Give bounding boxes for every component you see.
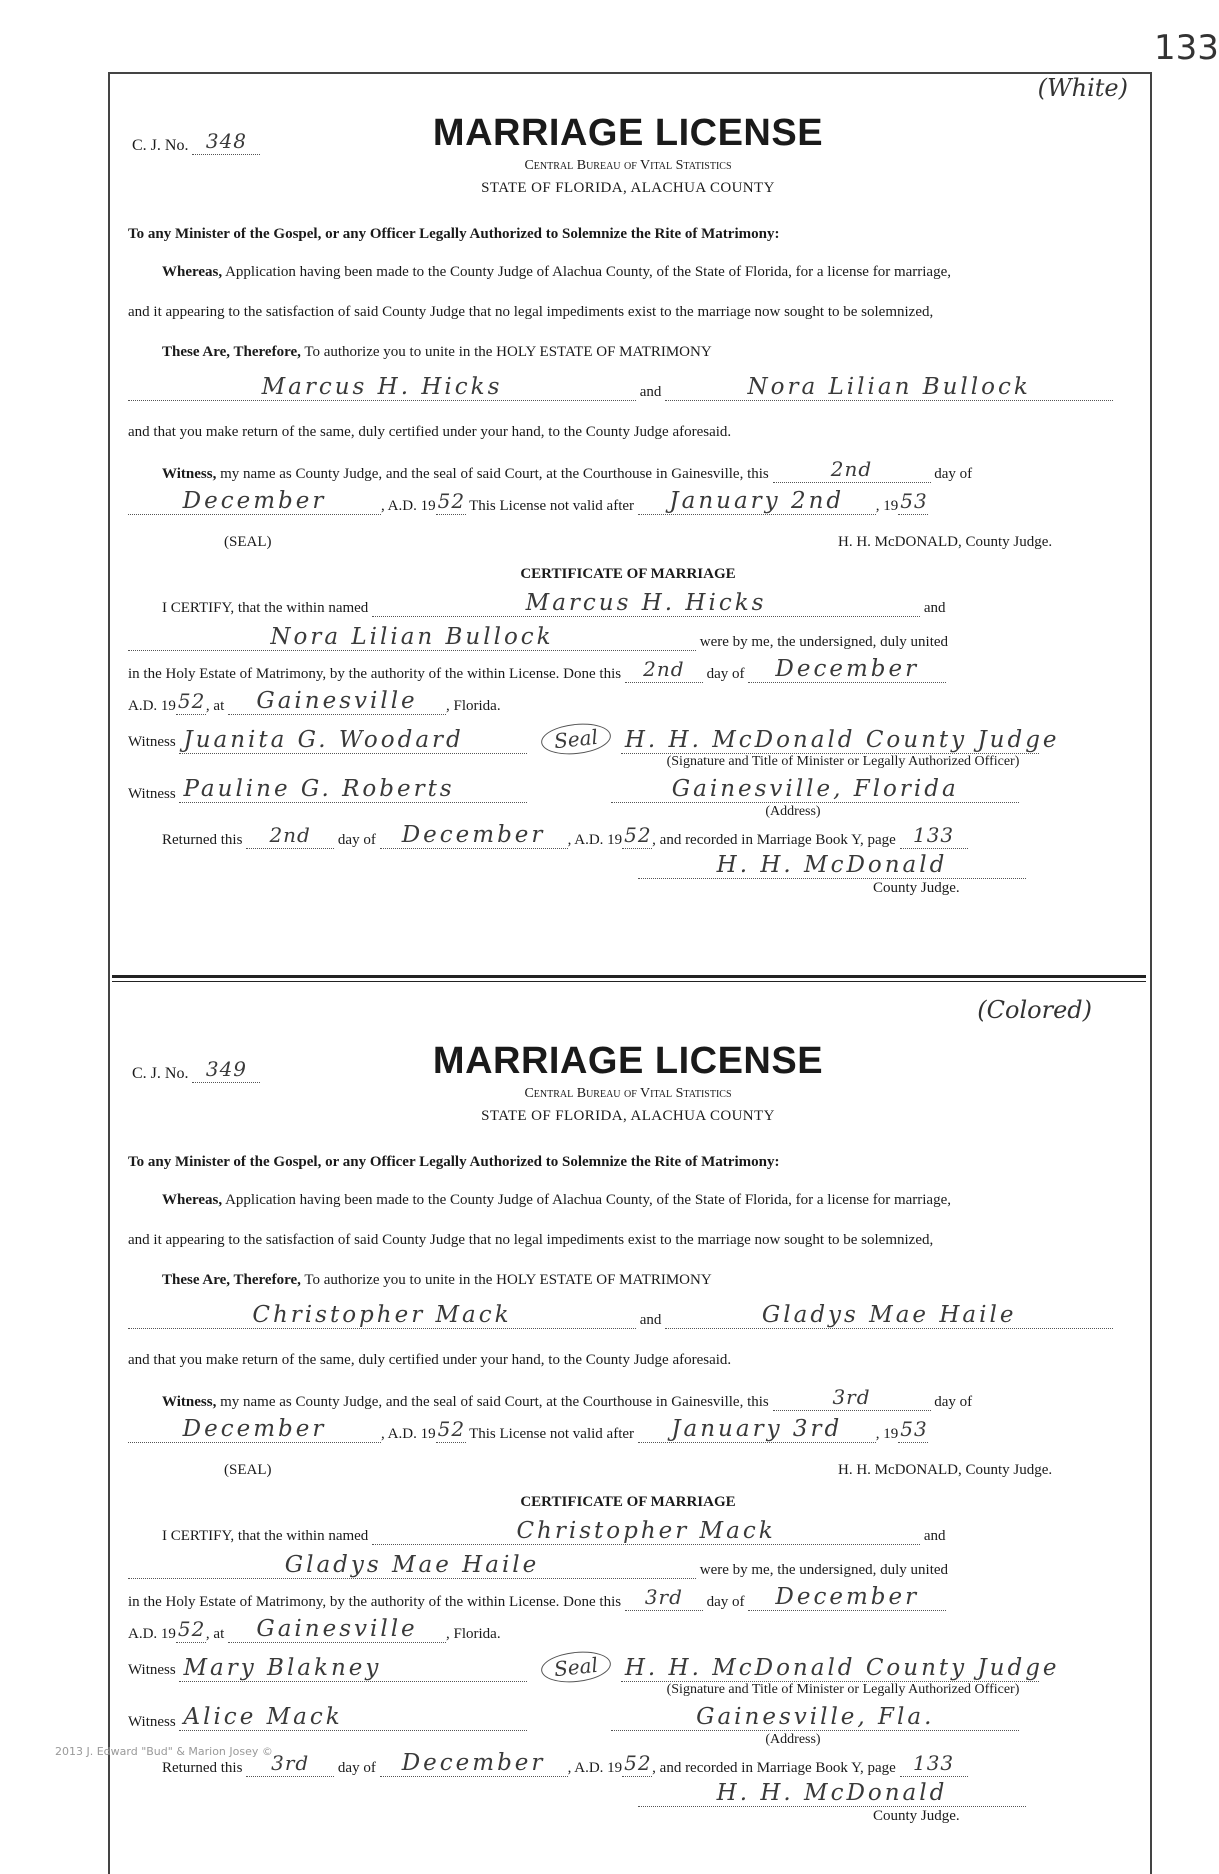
book-page: 133 xyxy=(900,1750,968,1777)
state-county: STATE OF FLORIDA, ALACHUA COUNTY xyxy=(481,180,775,196)
whereas-line: Whereas, Application having been made to the County Judge of Alachua County, of the State of Florida, for a license for marriage, xyxy=(162,264,951,280)
seal-stamp: Seal xyxy=(540,1648,613,1685)
returned-day: 2nd xyxy=(246,822,334,849)
issue-day: 2nd xyxy=(773,456,931,483)
these-are-line: These Are, Therefore, To authorize you to unite in the HOLY ESTATE OF MATRIMONY xyxy=(162,344,712,360)
officiant-address: Gainesville, Florida xyxy=(611,776,1019,803)
done-month: December xyxy=(748,656,946,683)
done-place-line: A.D. 19 52, at Gainesville , Florida. xyxy=(128,1616,501,1642)
witness2-signature: Pauline G. Roberts xyxy=(179,776,527,803)
license-title: MARRIAGE LICENSE xyxy=(432,112,824,154)
returned-month: December xyxy=(380,1750,568,1777)
returned-month: December xyxy=(380,822,568,849)
witness-judge-line: Witness, my name as County Judge, and the seal of said Court, at the Courthouse in Gainesville, this 2nd day of xyxy=(162,457,973,482)
race-note: (Colored) xyxy=(977,996,1092,1024)
seal-label: (SEAL) xyxy=(224,1462,272,1478)
judge-signature: H. H. McDonald xyxy=(638,1780,1026,1807)
witness2-line: Witness Alice Mack Gainesville, Fla. xyxy=(128,1704,1128,1731)
expire-year: 53 xyxy=(900,489,928,513)
expire-date: January 2nd xyxy=(638,488,876,515)
judge-signature: H. H. McDonald xyxy=(638,852,1026,879)
cj-number: C. J. No. 349 xyxy=(132,1056,260,1083)
signature-caption: (Signature and Title of Minister or Legally Authorized Officer) xyxy=(666,754,1020,769)
cj-number: C. J. No. 348 xyxy=(132,128,260,155)
county-judge-label: County Judge. xyxy=(873,880,960,896)
race-note: (White) xyxy=(1037,74,1128,102)
witness1-signature: Juanita G. Woodard xyxy=(179,727,527,754)
groom-name: Marcus H. Hicks xyxy=(128,374,636,401)
certificate-groom: Marcus H. Hicks xyxy=(372,590,920,617)
done-day: 2nd xyxy=(625,656,703,683)
certificate-bride: Nora Lilian Bullock xyxy=(128,624,696,651)
county-judge-label: County Judge. xyxy=(873,1808,960,1824)
done-year: 52 xyxy=(177,1617,206,1641)
witness1-line: Witness Juanita G. Woodard Seal H. H. McDonald County Judge xyxy=(128,724,1128,754)
bride-name: Gladys Mae Haile xyxy=(665,1302,1113,1329)
page-number: 133 xyxy=(1154,28,1219,68)
witness1-signature: Mary Blakney xyxy=(179,1655,527,1682)
return-line: and that you make return of the same, duly certified under your hand, to the County Judge aforesaid. xyxy=(128,424,732,440)
done-day: 3rd xyxy=(625,1584,703,1611)
issue-date-line: December , A.D. 19 52 This License not valid after January 3rd , 19 53 xyxy=(128,1416,1128,1443)
cj-number-value: 348 xyxy=(192,128,260,155)
certify-line: I CERTIFY, that the within named Marcus H. Hicks and xyxy=(162,590,946,616)
witness2-signature: Alice Mack xyxy=(179,1704,527,1731)
witness2-line: Witness Pauline G. Roberts Gainesville, Florida xyxy=(128,776,1128,803)
expire-date: January 3rd xyxy=(638,1416,876,1443)
bride-name: Nora Lilian Bullock xyxy=(665,374,1113,401)
judge-name: H. H. McDONALD, County Judge. xyxy=(838,1462,1053,1478)
book-page: 133 xyxy=(900,822,968,849)
done-place: Gainesville xyxy=(228,1616,446,1643)
judge-name: H. H. McDONALD, County Judge. xyxy=(838,534,1053,550)
whereas-line: Whereas, Application having been made to the County Judge of Alachua County, of the State of Florida, for a license for marriage, xyxy=(162,1192,951,1208)
returned-line: Returned this 3rd day of December , A.D. 19 52, and recorded in Marriage Book Y, page 133 xyxy=(128,1750,1162,1777)
certificate-title: CERTIFICATE OF MARRIAGE xyxy=(520,566,736,582)
certificate-groom: Christopher Mack xyxy=(372,1518,920,1545)
done-place: Gainesville xyxy=(228,688,446,715)
united-line: Nora Lilian Bullock were by me, the undersigned, duly united xyxy=(128,624,1128,651)
seal-label: (SEAL) xyxy=(224,534,272,550)
cj-number-value: 349 xyxy=(192,1056,260,1083)
done-line: in the Holy Estate of Matrimony, by the authority of the within License. Done this 3rd day of December xyxy=(128,1584,1128,1611)
license-title: MARRIAGE LICENSE xyxy=(432,1040,824,1082)
seal-stamp: Seal xyxy=(540,720,613,757)
returned-year: 52 xyxy=(624,1751,652,1775)
expire-year: 53 xyxy=(900,1417,928,1441)
certify-line: I CERTIFY, that the within named Christopher Mack and xyxy=(162,1518,946,1544)
address-caption: (Address) xyxy=(765,1732,821,1747)
certificate-bride: Gladys Mae Haile xyxy=(128,1552,696,1579)
license-divider xyxy=(112,975,1146,982)
return-line: and that you make return of the same, duly certified under your hand, to the County Judge aforesaid. xyxy=(128,1352,732,1368)
issue-day: 3rd xyxy=(773,1384,931,1411)
done-place-line: A.D. 19 52, at Gainesville , Florida. xyxy=(128,688,501,714)
salutation: To any Minister of the Gospel, or any Officer Legally Authorized to Solemnize the Rite of Matrimony: xyxy=(128,1154,780,1170)
officiant-signature: H. H. McDonald County Judge xyxy=(621,1655,1039,1682)
groom-name: Christopher Mack xyxy=(128,1302,636,1329)
done-line: in the Holy Estate of Matrimony, by the authority of the within License. Done this 2nd day of December xyxy=(128,656,1128,683)
certificate-title: CERTIFICATE OF MARRIAGE xyxy=(520,1494,736,1510)
issue-month: December xyxy=(128,488,381,515)
parties-line: Marcus H. Hicks and Nora Lilian Bullock xyxy=(128,374,1128,401)
issue-date-line: December , A.D. 19 52 This License not valid after January 2nd , 19 53 xyxy=(128,488,1128,515)
these-are-line: These Are, Therefore, To authorize you to unite in the HOLY ESTATE OF MATRIMONY xyxy=(162,1272,712,1288)
signature-caption: (Signature and Title of Minister or Legally Authorized Officer) xyxy=(666,1682,1020,1697)
officiant-address: Gainesville, Fla. xyxy=(611,1704,1019,1731)
witness-judge-line: Witness, my name as County Judge, and the seal of said Court, at the Courthouse in Gainesville, this 3rd day of xyxy=(162,1385,973,1410)
state-county: STATE OF FLORIDA, ALACHUA COUNTY xyxy=(481,1108,775,1124)
bureau-name: Central Bureau of Vital Statistics xyxy=(524,158,732,173)
appearing-line: and it appearing to the satisfaction of said County Judge that no legal impediments exist to the marriage now sought to be solemnized, xyxy=(128,304,934,320)
done-year: 52 xyxy=(177,689,206,713)
issue-year: 52 xyxy=(437,1417,466,1441)
officiant-signature: H. H. McDonald County Judge xyxy=(621,727,1039,754)
witness1-line: Witness Mary Blakney Seal H. H. McDonald County Judge xyxy=(128,1652,1128,1682)
issue-year: 52 xyxy=(437,489,466,513)
returned-year: 52 xyxy=(624,823,652,847)
appearing-line: and it appearing to the satisfaction of said County Judge that no legal impediments exist to the marriage now sought to be solemnized, xyxy=(128,1232,934,1248)
address-caption: (Address) xyxy=(765,804,821,819)
issue-month: December xyxy=(128,1416,381,1443)
parties-line: Christopher Mack and Gladys Mae Haile xyxy=(128,1302,1128,1329)
returned-day: 3rd xyxy=(246,1750,334,1777)
returned-line: Returned this 2nd day of December , A.D. 19 52, and recorded in Marriage Book Y, page 133 xyxy=(128,822,1162,849)
united-line: Gladys Mae Haile were by me, the undersigned, duly united xyxy=(128,1552,1128,1579)
salutation: To any Minister of the Gospel, or any Officer Legally Authorized to Solemnize the Rite of Matrimony: xyxy=(128,226,780,242)
copyright-notice: 2013 J. Edward "Bud" & Marion Josey © xyxy=(55,1745,273,1758)
bureau-name: Central Bureau of Vital Statistics xyxy=(524,1086,732,1101)
done-month: December xyxy=(748,1584,946,1611)
